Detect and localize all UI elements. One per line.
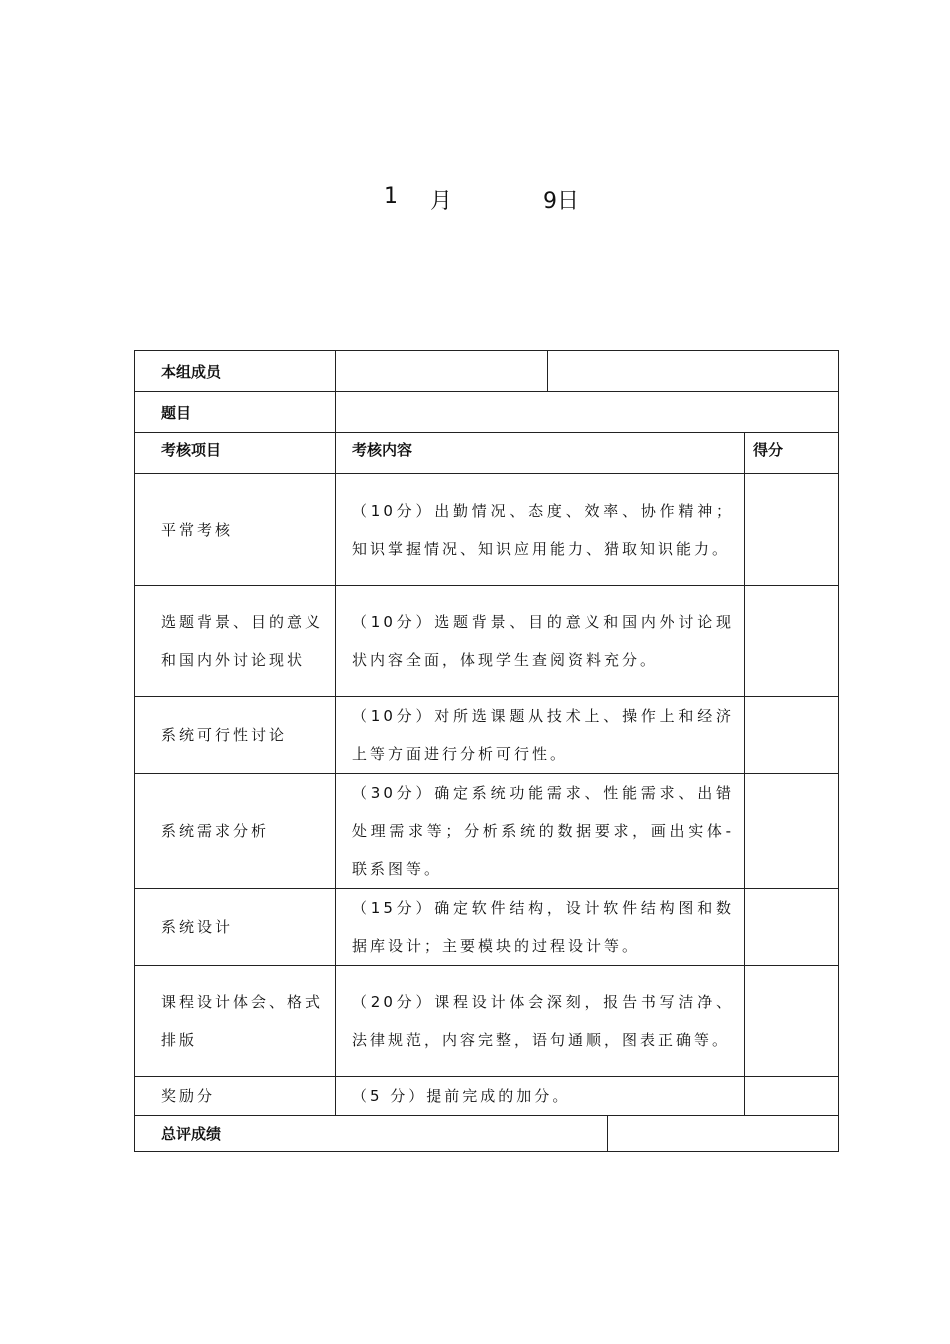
row-score[interactable] (745, 474, 839, 586)
date-month-label: 月 (430, 189, 453, 214)
header-content: 考核内容 (336, 433, 745, 474)
row-item: 系统可行性讨论 (135, 697, 336, 774)
header-score: 得分 (745, 433, 839, 474)
row-content: （20分）课程设计体会深刻，报告书写洁净、法律规范，内容完整，语句通顺，图表正确等。 (336, 966, 745, 1077)
total-row (135, 1116, 839, 1152)
date-day: 9日 (543, 189, 579, 214)
row-score[interactable] (745, 774, 839, 889)
row-item: 选题背景、目的意义和国内外讨论现状 (135, 586, 336, 697)
row-content: （30分）确定系统功能需求、性能需求、出错处理需求等；分析系统的数据要求，画出实体- 联系图等。 (336, 774, 745, 889)
members-cell-2[interactable] (548, 351, 839, 392)
row-content: （10分）对所选课题从技术上、操作上和经济上等方面进行分析可行性。 (336, 697, 745, 774)
total-label: 总评成绩 (135, 1116, 608, 1152)
table-row (135, 966, 839, 1077)
members-label: 本组成员 (135, 351, 336, 392)
table-row (135, 697, 839, 774)
row-score[interactable] (745, 966, 839, 1077)
total-score[interactable] (608, 1116, 839, 1152)
members-row (135, 351, 839, 392)
topic-label: 题目 (135, 392, 336, 433)
row-content: （10分）出勤情况、态度、效率、协作精神；知识掌握情况、知识应用能力、猎取知识能力。 (336, 474, 745, 586)
header-item: 考核项目 (135, 433, 336, 474)
row-content: （5 分）提前完成的加分。 (336, 1077, 745, 1116)
table-row (135, 474, 839, 586)
row-item: 系统需求分析 (135, 774, 336, 889)
grading-table (134, 350, 839, 1152)
table-row (135, 1077, 839, 1116)
table-row (135, 889, 839, 966)
row-score[interactable] (745, 697, 839, 774)
row-content: （15分）确定软件结构，设计软件结构图和数据库设计；主要模块的过程设计等。 (336, 889, 745, 966)
row-score[interactable] (745, 586, 839, 697)
topic-cell[interactable] (336, 392, 839, 433)
members-cell-1[interactable] (336, 351, 548, 392)
row-score[interactable] (745, 889, 839, 966)
row-item: 系统设计 (135, 889, 336, 966)
row-score[interactable] (745, 1077, 839, 1116)
table-row (135, 586, 839, 697)
row-item: 奖励分 (135, 1077, 336, 1116)
header-row (135, 433, 839, 474)
row-content: （10分）选题背景、目的意义和国内外讨论现状内容全面，体现学生查阅资料充分。 (336, 586, 745, 697)
topic-row (135, 392, 839, 433)
row-item: 课程设计体会、格式排版 (135, 966, 336, 1077)
table-row (135, 774, 839, 889)
row-item: 平常考核 (135, 474, 336, 586)
date-month-number: 1 (384, 184, 398, 209)
